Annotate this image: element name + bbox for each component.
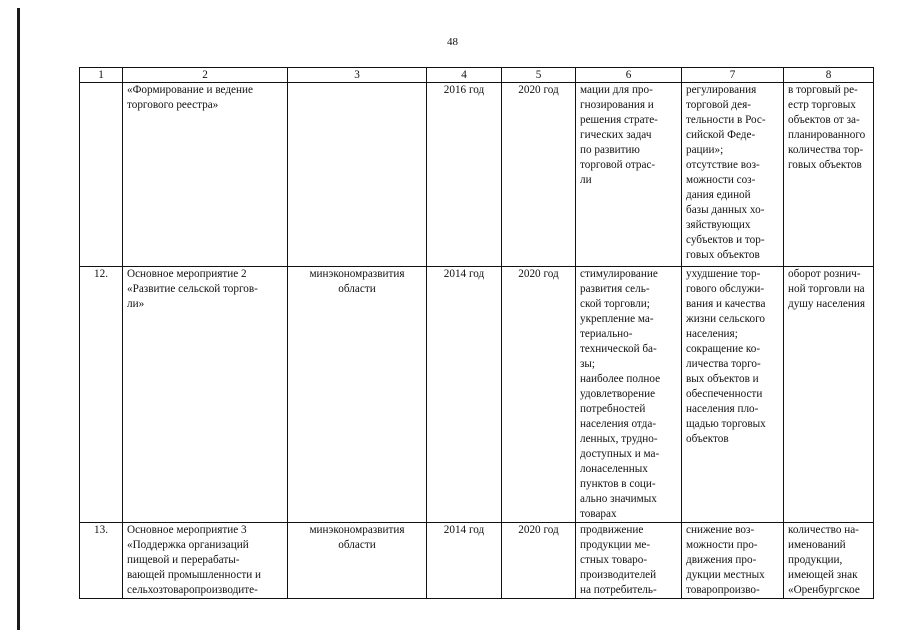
non-implementation-consequences: регулирования торговой дея- тельности в Рос- сийской Феде- рации»; отсутствие воз- можности соз- дания единой базы данных хо- зяйствующих субъектов и тор- говых объектов (686, 84, 766, 261)
row-number-cell (80, 83, 123, 267)
start-year: 2014 год (443, 268, 485, 280)
column-header: 8 (784, 68, 874, 83)
indicator-cell (784, 267, 874, 523)
column-header: 6 (576, 68, 682, 83)
row-number-cell (80, 267, 123, 523)
related-indicator: оборот рознич- ной торговли на душу населения (788, 268, 865, 310)
non-implementation-consequences: снижение воз- можности про- движения про- дукции местных товаропроизво- (686, 524, 765, 596)
row-number: 12. (94, 268, 108, 280)
column-header: 3 (288, 68, 427, 83)
column-header: 7 (682, 68, 784, 83)
column-header: 1 (80, 68, 123, 83)
expected-result: стимулирование развития сель- ской торговли; укрепление ма- териально- технической ба- зы; наиболее полное удовлетворение потребностей населения отда- ленных, трудно- доступных и ма- лонаселенных пунктов в соци- ально значимых товарах (580, 268, 661, 520)
expected-result: продвижение продукции ме- стных товаро- производителей на потребитель- (580, 524, 657, 596)
column-header: 2 (123, 68, 288, 83)
end-year-cell (502, 523, 576, 599)
result-cell (576, 267, 682, 523)
event-cell (123, 267, 288, 523)
measures-table (79, 67, 874, 599)
column-header: 5 (502, 68, 576, 83)
end-year-cell (502, 267, 576, 523)
related-indicator: в торговый ре- естр торговых объектов от за- планированного количества тор- говых объектов (788, 84, 866, 171)
end-year: 2020 год (518, 84, 559, 96)
responsible-cell (288, 83, 427, 267)
end-year-cell (502, 83, 576, 267)
scan-binding-edge (17, 8, 20, 630)
start-year-cell (427, 267, 502, 523)
table-row (80, 83, 874, 267)
non-implementation-consequences: ухудшение тор- гового обслужи- вания и качества жизни сельского населения; сокращение ко- личества торго- вых объектов и обеспеченности населения пло- щадью торговых объектов (686, 268, 766, 445)
responsible-cell (288, 523, 427, 599)
end-year: 2020 год (518, 524, 559, 536)
column-header: 4 (427, 68, 502, 83)
consequences-cell (682, 267, 784, 523)
start-year-cell (427, 83, 502, 267)
indicator-cell (784, 523, 874, 599)
expected-result: мации для про- гнозирования и решения страте- гических задач по развитию торговой отрас- ли (580, 84, 658, 186)
start-year: 2014 год (443, 524, 485, 536)
page-number: 48 (447, 36, 458, 48)
consequences-cell (682, 83, 784, 267)
event-cell (123, 523, 288, 599)
responsible-executor: минэкономразвития области (309, 524, 405, 551)
row-number: 13. (94, 524, 108, 536)
event-name: «Формирование и ведение торгового реестра» (127, 84, 253, 111)
result-cell (576, 83, 682, 267)
indicator-cell (784, 83, 874, 267)
table-row (80, 523, 874, 599)
end-year: 2020 год (518, 268, 559, 280)
responsible-cell (288, 267, 427, 523)
event-name: Основное мероприятие 2 «Развитие сельской торгов- ли» (127, 268, 258, 310)
start-year: 2016 год (443, 84, 485, 96)
event-name: Основное мероприятие 3 «Поддержка организаций пищевой и перерабаты- вающей промышленности и сельхозтоваропроизводите- (127, 524, 262, 596)
result-cell (576, 523, 682, 599)
start-year-cell (427, 523, 502, 599)
related-indicator: количество на- именований продукции, имеющей знак «Оренбургское (788, 524, 860, 596)
row-number-cell (80, 523, 123, 599)
responsible-executor: минэкономразвития области (309, 268, 405, 295)
event-cell (123, 83, 288, 267)
column-number-row (80, 68, 874, 83)
table-row (80, 267, 874, 523)
consequences-cell (682, 523, 784, 599)
